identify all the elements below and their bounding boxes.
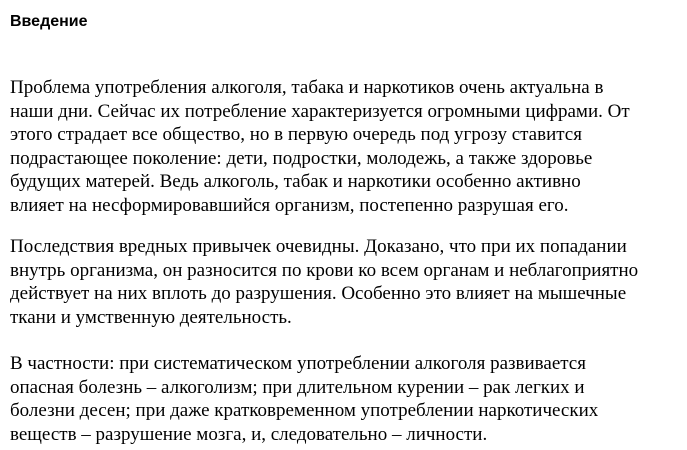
paragraph-1	[10, 76, 680, 217]
paragraph-line: наши дни. Сейчас их потребление характеризуется огромными цифрами. От	[10, 100, 630, 122]
paragraph-line: этого страдает все общество, но в первую очередь под угрозу ставится	[10, 124, 582, 145]
paragraph-line: влияет на несформировавшийся организм, постепенно разрушая его.	[10, 194, 569, 216]
paragraph-line: болезни десен; при даже кратковременном употреблении наркотических	[10, 400, 599, 421]
paragraph-line: Последствия вредных привычек очевидны. Доказано, что при их попадании	[10, 236, 627, 257]
paragraph-line: действует на них вплоть до разрушения. Особенно это влияет на мышечные	[10, 283, 627, 304]
paragraph-line: ткани и умственную деятельность.	[10, 306, 292, 328]
paragraph-line: веществ – разрушение мозга, и, следовательно – личности.	[10, 423, 488, 445]
paragraph-line: подрастающее поколение: дети, подростки, молодежь, а также здоровье	[10, 147, 593, 169]
paragraph-line: будущих матерей. Ведь алкоголь, табак и наркотики особенно активно	[10, 171, 581, 192]
paragraph-3	[10, 352, 680, 446]
section-heading: Введение	[10, 13, 88, 30]
paragraph-2	[10, 235, 680, 329]
paragraph-line: внутрь организма, он разносится по крови ко всем органам и неблагоприятно	[10, 259, 639, 281]
paragraph-line: Проблема употребления алкоголя, табака и наркотиков очень актуальна в	[10, 77, 604, 98]
paragraph-line: опасная болезнь – алкоголизм; при длительном курении – рак легких и	[10, 376, 585, 398]
paragraph-line: В частности: при систематическом употреблении алкоголя развивается	[10, 353, 586, 374]
